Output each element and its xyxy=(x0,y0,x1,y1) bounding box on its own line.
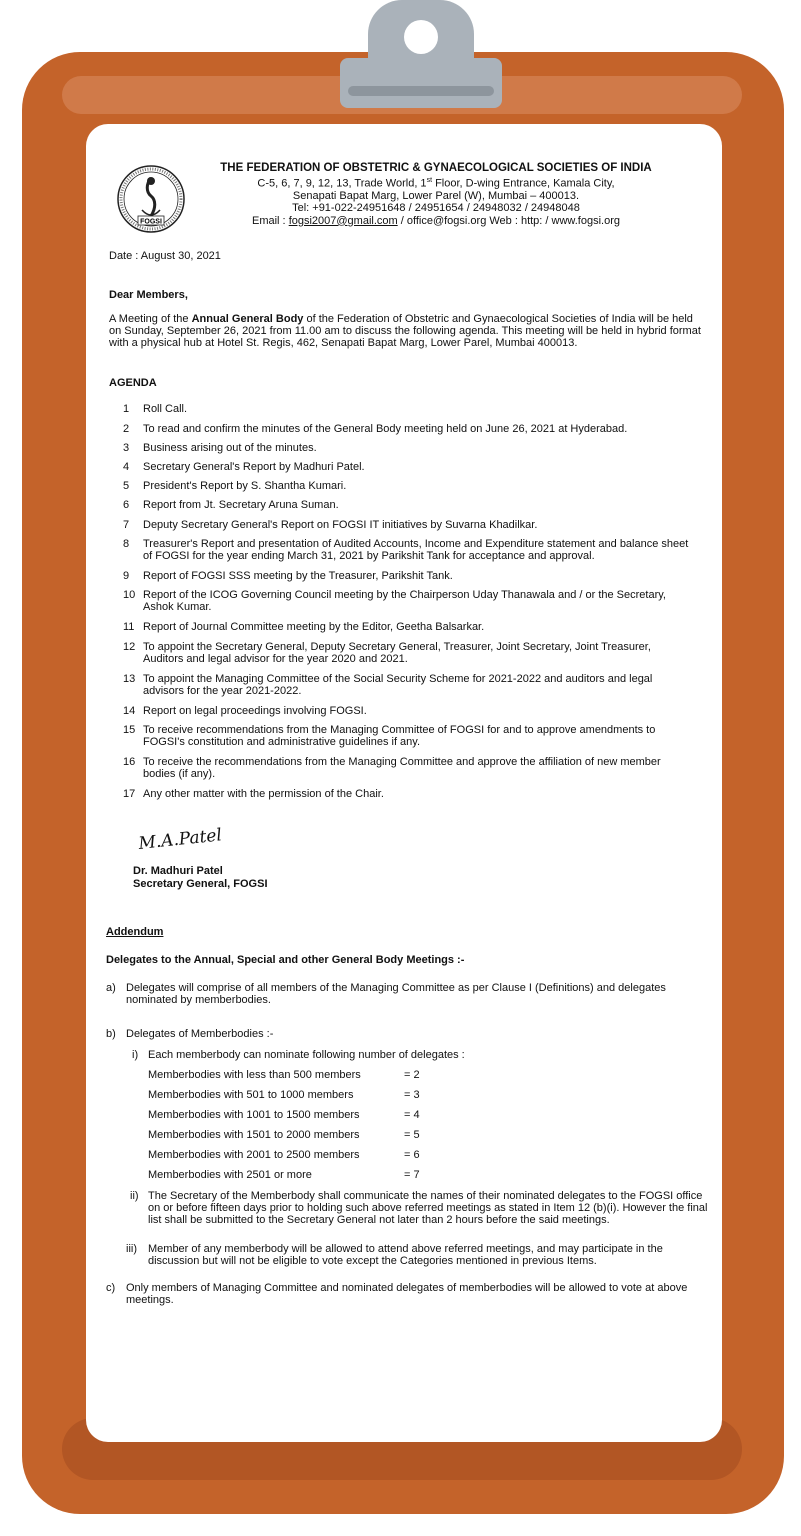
clause-b-iii-label: iii) xyxy=(126,1243,137,1255)
address-line-2: Senapati Bapat Marg, Lower Parel (W), Mumbai – 400013. xyxy=(292,189,580,202)
delegate-row-value: = 2 xyxy=(404,1069,420,1081)
delegate-row-label: Memberbodies with 2501 or more xyxy=(148,1169,312,1181)
fogsi-logo-icon xyxy=(116,164,186,234)
clause-b-i-text: Each memberbody can nominate following number of delegates : xyxy=(148,1049,465,1061)
delegate-row-value: = 4 xyxy=(404,1109,420,1121)
delegate-row-value: = 7 xyxy=(404,1169,420,1181)
signatory-name: Dr. Madhuri Patel xyxy=(133,865,223,877)
clause-c-text: Only members of Managing Committee and nominated delegates of memberbodies will be allowed to vote at above meetings. xyxy=(126,1282,688,1306)
addendum-subheading: Delegates to the Annual, Special and other General Body Meetings :- xyxy=(106,954,465,966)
clause-b-iii-text: Member of any memberbody will be allowed to attend above referred meetings, and may participate in the discussion but will not be eligible to vote except the Categories mentioned in previous Items. xyxy=(148,1243,663,1267)
letterhead xyxy=(206,162,666,227)
delegate-row-label: Memberbodies with 1001 to 1500 members xyxy=(148,1109,360,1121)
paper-sheet xyxy=(86,124,722,1442)
clause-b-ii-text: The Secretary of the Memberbody shall communicate the names of their nominated delegates to the FOGSI office on or before fifteen days prior to holding such above referred meetings as stated in Item 12 (b)(i). However the final list shall be submitted to the Secretary General not later than 2 hours before the said meetings. xyxy=(148,1190,708,1226)
org-name: THE FEDERATION OF OBSTETRIC & GYNAECOLOGICAL SOCIETIES OF INDIA xyxy=(220,162,652,174)
signatory-title: Secretary General, FOGSI xyxy=(133,878,268,890)
intro-paragraph: A Meeting of the Annual General Body of the Federation of Obstetric and Gynaecological Societies of India will be held on Sunday, September 26, 2021 from 11.00 am to discuss the following agenda. This meeting will be held in hybrid format with a physical hub at Hotel St. Regis, 462, Senapati Bapat Marg, Lower Parel, Mumbai 400013. xyxy=(109,313,701,349)
delegate-row-label: Memberbodies with 2001 to 2500 members xyxy=(148,1149,360,1161)
delegate-row-value: = 3 xyxy=(404,1089,420,1101)
clause-b-text: Delegates of Memberbodies :- xyxy=(126,1028,274,1040)
email-line: Email : fogsi2007@gmail.com / office@fogsi.org Web : http: / www.fogsi.org xyxy=(252,214,620,227)
signature-icon xyxy=(136,818,236,854)
address-line-1: C-5, 6, 7, 9, 12, 13, Trade World, 1st Floor, D-wing Entrance, Kamala City, xyxy=(257,176,615,190)
clause-b-i-label: i) xyxy=(132,1049,139,1061)
delegate-row-value: = 5 xyxy=(404,1129,420,1141)
email-link[interactable]: fogsi2007@gmail.com xyxy=(288,214,398,227)
signature-handwriting: M.A.Patel xyxy=(137,825,223,854)
logo-text: FOGSI xyxy=(140,218,162,226)
tel-line: Tel: +91-022-24951648 / 24951654 / 24948032 / 24948048 xyxy=(292,202,580,215)
salutation: Dear Members, xyxy=(109,289,188,301)
clause-b-label: b) xyxy=(106,1028,116,1040)
delegate-row-label: Memberbodies with 501 to 1000 members xyxy=(148,1089,354,1101)
letter-content: FOGSI THE FEDERATION OF OBSTETRIC & GYNAECOLOGICAL SOCIETIES OF INDIA C-5, 6, 7, 9, 12, 13, Trade World, 1st Floor, D-wing Entrance, Kamala City, Senapati Bapat Marg, Lower Parel (W), Mumbai – 400013. Tel: +91-022-24951648 / 24951654 / 24948032 / 24948048 Email : fogsi2007@gmail.com / office@fogsi.org Web : http: / www.fogsi.org Date : August 30, 2021 Dear Members, A Meeting of the Annual General Body of the Federation of Obstetric and Gynaecological Societies of India will be held on Sunday, September 26, 2021 from 11.00 am to discuss the following agenda. This meeting will be held in hybrid format with a physical hub at Hotel St. Regis, 462, Senapati Bapat Marg, Lower Parel, Mumbai 400013. AGENDA 1 Roll Call. 2 To read and confirm the minutes of the General Body meeting held on June 26, 2021 at Hyderabad. 3 Business arising out of the minutes. 4 Secretary General's Report by Madhuri Patel. 5 President's Report by S. Shantha Kumari. 6 Report from Jt. Secretary Aruna Suman. 7 Deputy Secretary General's Report on FOGSI IT initiatives by Suvarna Khadilkar. 8 Treasurer's Report and presentation of Audited Accounts, Income and Expenditure statement and balance sheet of FOGSI for the year ending March 31, 2021 by Parikshit Tank for acceptance and approval. 9 Report of FOGSI SSS meeting by the Treasurer, Parikshit Tank. 10 Report of the ICOG Governing Council meeting by the Chairperson Uday Thanawala and / or the Secretary, Ashok Kumar. 11 Report of Journal Committee meeting by the Editor, Geetha Balsarkar. 12 To appoint the Secretary General, Deputy Secretary General, Treasurer, Joint Secretary, Joint Treasurer, Auditors and legal advisor for the year 2020 and 2021. 13 To appoint the Managing Committee of the Social Security Scheme for 2021-2022 and auditors and legal advisors for the year 2021-2022. 14 Report on legal proceedings involving FOGSI. 15 To receive recommendations from the Managing Committee of FOGSI for and to approve amendments to FOGSI's constitution and administrative guidelines if any. 16 To receive the recommendations from the Managing Committee and approve the affiliation of new member bodies (if any). 17 Any other matter with the permission of the Chair. M.A.Patel Dr. Madhuri Patel Secretary General, FOGSI Addendum Delegates to the Annual, Special and other General Body Meetings :- a) Delegates will comprise of all members of the Managing Committee as per Clause I (Definitions) and delegates nominated by memberbodies. b) Delegates of Memberbodies :- i) Each memberbody can nominate following number of delegates : Memberbodies with less than 500 members = 2 Memberbodies with 501 to 1000 members = 3 Memberbodies with 1001 to 1500 members = 4 Memberbodies with 1501 to 2000 members = 5 Memberbodies with 2001 to 2500 members = 6 Memberbodies with 2501 or more = 7 ii) The Secretary of the Memberbody shall communicate the names of their nominated delegates to the FOGSI office on or before fifteen days prior to holding such above referred meetings as stated in Item 12 (b)(i). However the final list shall be submitted to the Secretary General not later than 2 hours before the said meetings. iii) Member of any memberbody will be allowed to attend above referred meetings, and may participate in the discussion but will not be eligible to vote except the Categories mentioned in previous Items. c) Only members of Managing Committee and nominated delegates of memberbodies will be allowed to vote at above meetings. xyxy=(106,162,708,1306)
clause-b-ii-label: ii) xyxy=(130,1190,139,1202)
clause-a-text: Delegates will comprise of all members of the Managing Committee as per Clause I (Definitions) and delegates nominated by memberbodies. xyxy=(126,982,666,1006)
date-line: Date : August 30, 2021 xyxy=(109,250,221,262)
delegate-row-label: Memberbodies with less than 500 members xyxy=(148,1069,361,1081)
delegate-row-label: Memberbodies with 1501 to 2000 members xyxy=(148,1129,360,1141)
addendum-heading: Addendum xyxy=(106,926,164,938)
agenda-heading: AGENDA xyxy=(109,377,157,389)
clipboard-clip-hole xyxy=(404,20,438,54)
clipboard-clip-bar xyxy=(348,86,494,96)
clause-a-label: a) xyxy=(106,982,116,994)
delegate-row-value: = 6 xyxy=(404,1149,420,1161)
clause-c-label: c) xyxy=(106,1282,116,1294)
